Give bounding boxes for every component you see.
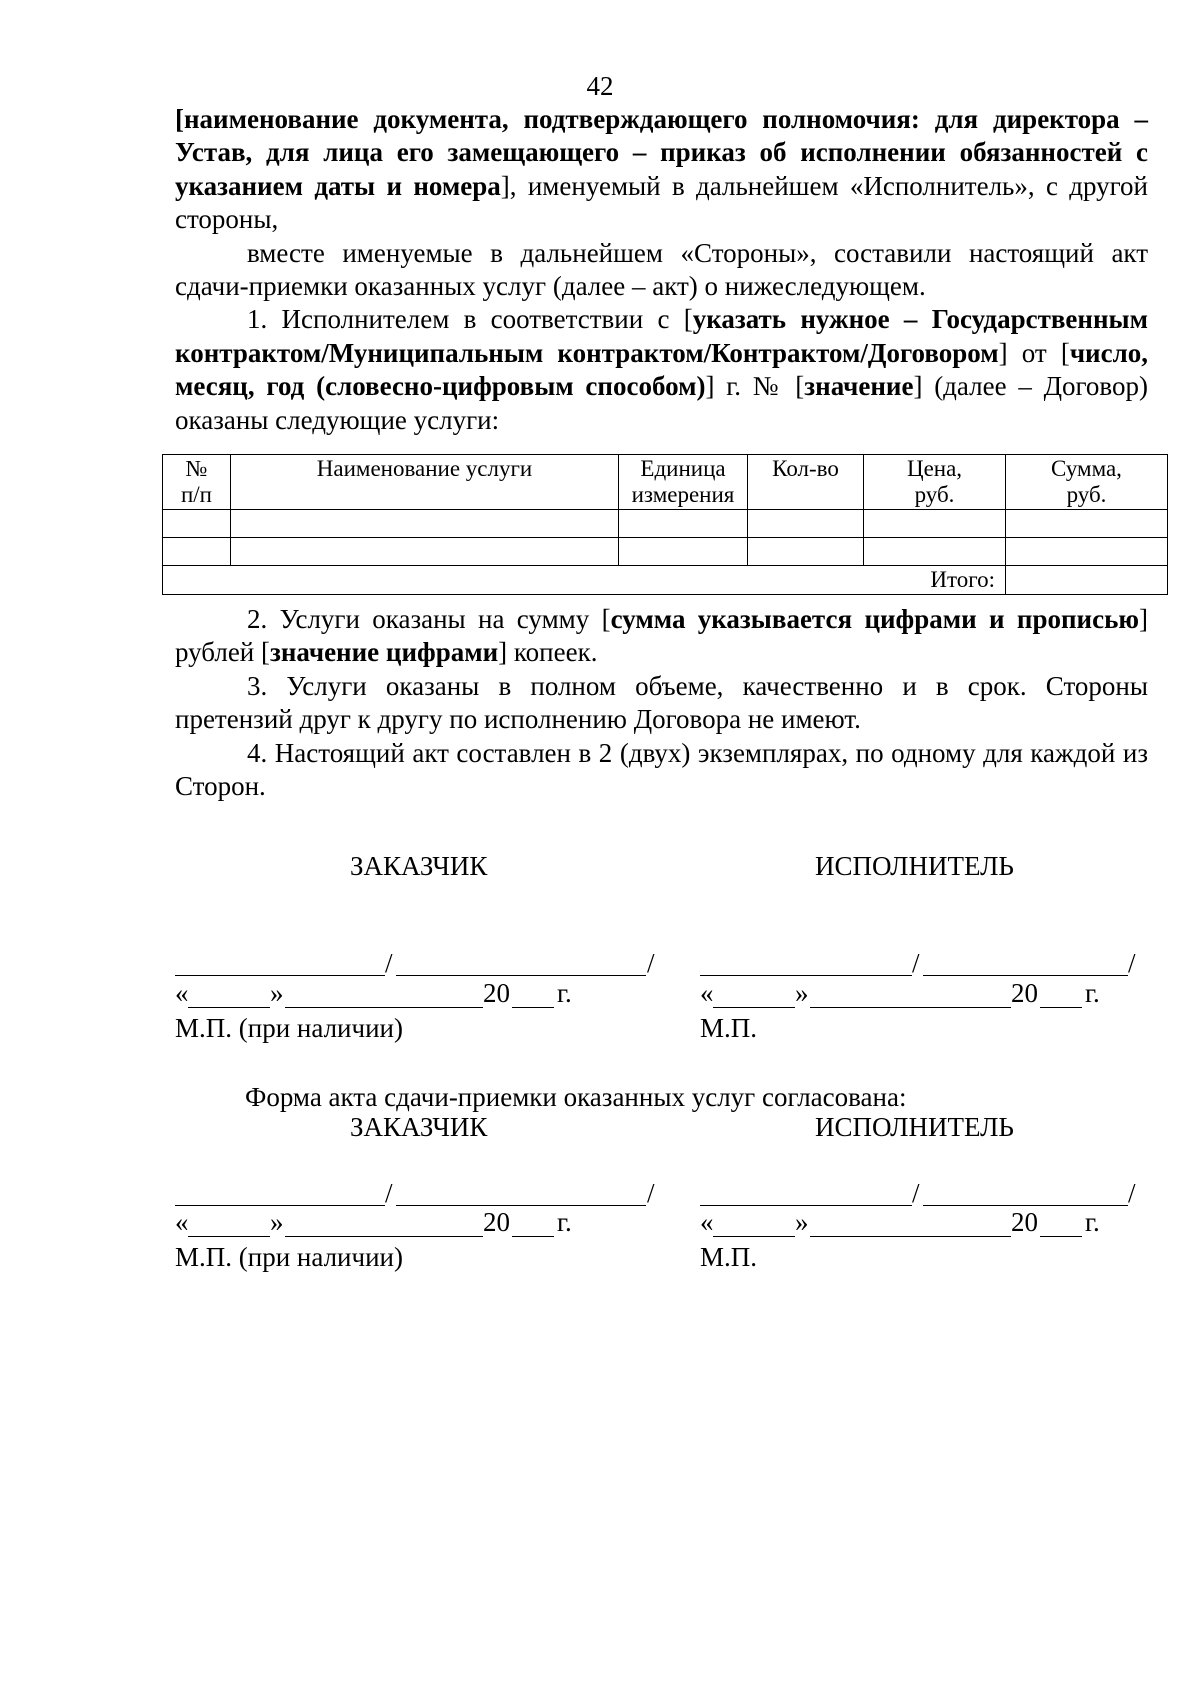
paragraph-text: ] копеек. <box>498 637 598 668</box>
close-quote: » <box>270 1207 284 1237</box>
table-cell[interactable] <box>864 510 1006 538</box>
paragraph-text: ] г. № [ <box>705 371 805 402</box>
slash: / <box>1128 948 1136 978</box>
open-quote: « <box>175 1207 189 1237</box>
customer-signature-line[interactable] <box>175 975 385 976</box>
contractor-heading: ИСПОЛНИТЕЛЬ <box>815 851 1014 881</box>
header-service-name: Наименование услуги <box>231 455 619 510</box>
month-line[interactable] <box>285 1007 483 1008</box>
slash: / <box>912 1178 920 1208</box>
services-table <box>162 454 1168 595</box>
year-line[interactable] <box>1040 1007 1082 1008</box>
contractor-name-line[interactable] <box>923 975 1128 976</box>
customer-stamp: М.П. (при наличии) <box>175 1013 403 1043</box>
document-body-continued <box>175 603 1148 803</box>
table-row <box>163 510 1168 538</box>
contract-type-placeholder: указать нужное – Государственным контрактом/Муниципальным контрактом/Контрактом/Договором <box>175 304 1148 368</box>
day-line[interactable] <box>713 1236 795 1237</box>
table-cell[interactable] <box>231 538 619 566</box>
paragraph-amount <box>175 603 1148 670</box>
table-cell[interactable] <box>619 510 748 538</box>
slash: / <box>647 948 655 978</box>
year-prefix: 20 <box>483 978 510 1008</box>
close-quote: » <box>795 978 809 1008</box>
slash: / <box>912 948 920 978</box>
year-suffix: г. <box>1085 1207 1100 1237</box>
approval-customer-stamp: М.П. (при наличии) <box>175 1242 403 1272</box>
paragraph-fulfillment: 3. Услуги оказаны в полном объеме, качественно и в срок. Стороны претензий друг к другу по исполнению Договора не имеют. <box>175 670 1148 735</box>
year-suffix: г. <box>557 1207 572 1237</box>
table-cell[interactable] <box>619 538 748 566</box>
year-line[interactable] <box>1040 1236 1082 1237</box>
table-cell[interactable] <box>864 538 1006 566</box>
year-line[interactable] <box>512 1007 554 1008</box>
total-label: Итого: <box>163 566 1006 595</box>
header-unit: Единица измерения <box>619 455 748 510</box>
contractor-signature-line[interactable] <box>700 975 912 976</box>
slash: / <box>385 948 393 978</box>
month-line[interactable] <box>810 1007 1011 1008</box>
amount-placeholder: сумма указывается цифрами и прописью <box>610 604 1140 634</box>
day-line[interactable] <box>188 1007 270 1008</box>
approval-contractor-signature-line[interactable] <box>700 1205 912 1206</box>
total-value-cell[interactable] <box>1006 566 1168 595</box>
paragraph-text: 1. Исполнителем в соответствии с [ <box>247 304 693 335</box>
paragraph-copies: 4. Настоящий акт составлен в 2 (двух) экземплярах, по одному для каждой из Сторон. <box>175 737 1148 802</box>
document-body <box>175 103 1148 437</box>
customer-name-line[interactable] <box>396 975 646 976</box>
approval-contractor-heading: ИСПОЛНИТЕЛЬ <box>815 1112 1014 1142</box>
kopecks-placeholder: значение цифрами <box>270 637 499 668</box>
open-quote: « <box>700 1207 714 1237</box>
paragraph-text: ] от [ <box>998 337 1070 368</box>
table-cell[interactable] <box>1006 510 1168 538</box>
table-cell[interactable] <box>748 510 864 538</box>
customer-heading: ЗАКАЗЧИК <box>350 851 488 881</box>
approval-customer-signature-line[interactable] <box>175 1205 385 1206</box>
month-line[interactable] <box>810 1236 1011 1237</box>
year-line[interactable] <box>512 1236 554 1237</box>
slash: / <box>647 1178 655 1208</box>
open-quote: « <box>175 978 189 1008</box>
paragraph-text: ] рублей [ <box>175 604 1149 668</box>
header-sum: Сумма, руб. <box>1006 455 1168 510</box>
year-suffix: г. <box>1085 978 1100 1008</box>
close-quote: » <box>795 1207 809 1237</box>
day-line[interactable] <box>713 1007 795 1008</box>
year-prefix: 20 <box>483 1207 510 1237</box>
slash: / <box>1128 1178 1136 1208</box>
table-cell[interactable] <box>163 538 231 566</box>
approval-contractor-name-line[interactable] <box>923 1205 1128 1206</box>
table-total-row <box>163 566 1168 595</box>
header-price: Цена, руб. <box>864 455 1006 510</box>
date-placeholder: число, месяц, год (словесно-цифровым способом) <box>175 337 1148 402</box>
paragraph-authority <box>175 103 1148 237</box>
year-suffix: г. <box>557 978 572 1008</box>
approval-contractor-stamp: М.П. <box>700 1242 758 1272</box>
paragraph-text: 2. Услуги оказаны на сумму [ <box>247 604 611 634</box>
table-cell[interactable] <box>231 510 619 538</box>
day-line[interactable] <box>188 1236 270 1237</box>
approval-customer-heading: ЗАКАЗЧИК <box>350 1112 488 1142</box>
close-quote: » <box>270 978 284 1008</box>
number-placeholder: значение <box>804 371 914 402</box>
slash: / <box>385 1178 393 1208</box>
header-number: № п/п <box>163 455 231 510</box>
month-line[interactable] <box>285 1236 483 1237</box>
header-quantity: Кол-во <box>748 455 864 510</box>
paragraph-parties: вместе именуемые в дальнейшем «Стороны», составили настоящий акт сдачи-приемки оказанных услуг (далее – акт) о нижеследующем. <box>175 237 1148 302</box>
table-header-row <box>163 455 1168 510</box>
paragraph-services-intro <box>175 303 1148 437</box>
contractor-stamp: М.П. <box>700 1013 758 1043</box>
table-row <box>163 538 1168 566</box>
approval-text: Форма акта сдачи-приемки оказанных услуг согласована: <box>245 1082 907 1112</box>
year-prefix: 20 <box>1011 1207 1038 1237</box>
paragraph-text: ] (далее – Договор) оказаны следующие услуги: <box>175 371 1148 435</box>
open-quote: « <box>700 978 714 1008</box>
paragraph-text: ], именуемый в дальнейшем «Исполнитель», с другой стороны, <box>175 170 1149 235</box>
approval-customer-name-line[interactable] <box>396 1205 646 1206</box>
year-prefix: 20 <box>1011 978 1038 1008</box>
table-cell[interactable] <box>163 510 231 538</box>
table-cell[interactable] <box>748 538 864 566</box>
authority-placeholder: [наименование документа, подтверждающего полномочия: для директора – Устав, для лица его замещающего – приказ об исполнении обязанностей с указанием даты и номера <box>175 104 1148 201</box>
page-number: 42 <box>586 71 614 101</box>
table-cell[interactable] <box>1006 538 1168 566</box>
